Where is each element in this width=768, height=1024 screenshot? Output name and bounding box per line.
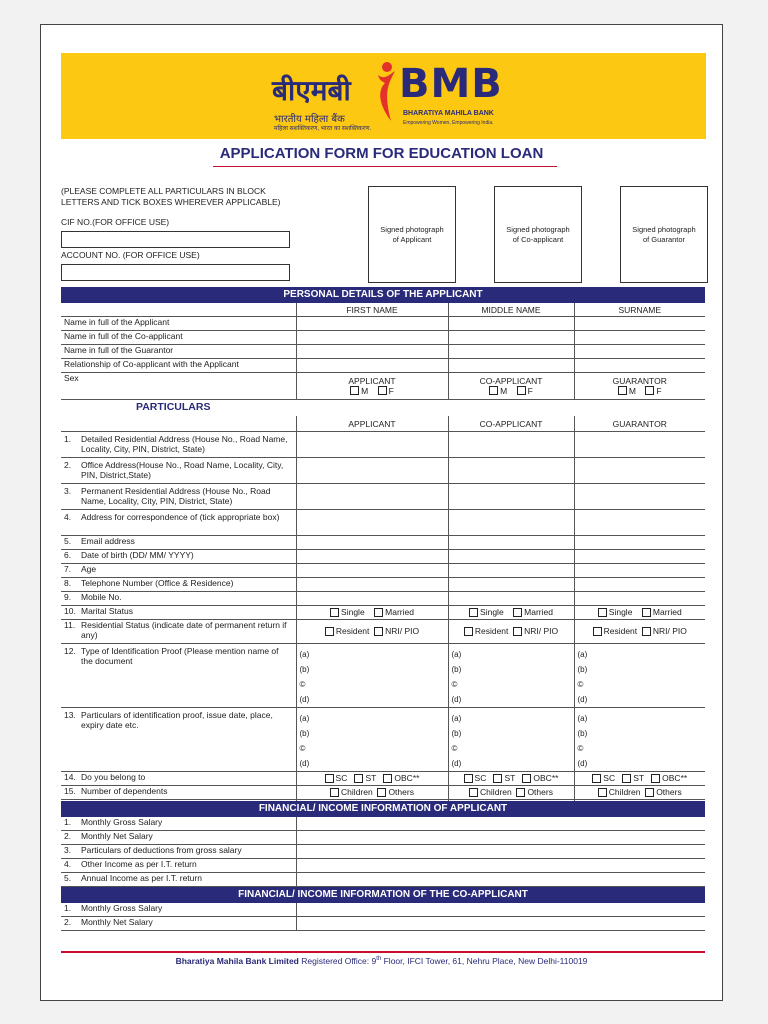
item-permanent-address xyxy=(61,484,296,510)
sub-b: (b) xyxy=(299,729,310,738)
applicant-residential-status-cell xyxy=(296,620,448,644)
guarantor-id-proof-cell[interactable] xyxy=(574,644,705,708)
annual-income-input[interactable] xyxy=(296,873,705,887)
m-label: M xyxy=(628,385,636,396)
applicant-permanent-address-input[interactable] xyxy=(296,484,448,510)
coapplicant-surname-input[interactable] xyxy=(574,331,705,345)
blank-cell xyxy=(61,303,296,317)
married-label: Married xyxy=(385,607,414,618)
guarantor-photo-label: Signed photograph of Guarantor xyxy=(632,224,696,244)
single-checkbox[interactable] xyxy=(330,608,339,617)
item-number: 3. xyxy=(64,845,72,855)
item-id-particulars xyxy=(61,708,296,772)
item-label: Permanent Residential Address (House No., Road Name, Locality, City, PIN, District, State) xyxy=(81,486,271,506)
obc-checkbox[interactable] xyxy=(651,774,660,783)
sc-label: SC xyxy=(603,773,616,784)
coapplicant-net-salary-input[interactable] xyxy=(296,917,705,931)
applicant-age-input[interactable] xyxy=(296,564,448,578)
form-page xyxy=(40,24,723,1001)
item-label: Particulars of identification proof, issue date, place, expiry date etc. xyxy=(81,710,273,730)
guarantor-photo-box[interactable] xyxy=(620,186,708,283)
item-number: 5. xyxy=(64,873,72,883)
header-banner xyxy=(61,53,706,139)
item-label: Monthly Gross Salary xyxy=(81,903,163,913)
st-checkbox[interactable] xyxy=(622,774,631,783)
single-label: Single xyxy=(480,607,504,618)
item-label: Number of dependents xyxy=(81,786,168,796)
applicant-sex-f-checkbox[interactable] xyxy=(378,386,387,395)
item-mobile xyxy=(61,592,296,606)
obc-label: OBC** xyxy=(394,773,420,784)
married-checkbox[interactable] xyxy=(374,608,383,617)
children-label: Children xyxy=(341,787,373,798)
applicant-photo-label: Signed photograph of Applicant xyxy=(380,224,444,244)
item-number: 1. xyxy=(64,434,72,444)
hindi-tagline: महिला सशक्तिकरण, भारत का सशक्तिकरण. xyxy=(274,126,372,132)
coapplicant-office-address-input[interactable] xyxy=(448,458,574,484)
hindi-logo-text: बीएमबी xyxy=(272,74,351,107)
coapplicant-name-label: Name in full of the Co-applicant xyxy=(61,331,296,345)
item-label: Monthly Net Salary xyxy=(81,831,153,841)
account-input[interactable] xyxy=(61,264,290,281)
item-identification-proof xyxy=(61,644,296,708)
coapplicant-telephone-input[interactable] xyxy=(448,578,574,592)
item-dependents xyxy=(61,786,296,800)
married-label: Married xyxy=(524,607,553,618)
married-label: Married xyxy=(652,607,682,618)
coapplicant-age-input[interactable] xyxy=(448,564,574,578)
item-number: 14. xyxy=(64,772,76,782)
st-label: ST xyxy=(365,773,377,784)
applicant-name-label: Name in full of the Applicant xyxy=(61,317,296,331)
coapplicant-sex-f-checkbox[interactable] xyxy=(517,386,526,395)
coapplicant-middle-name-input[interactable] xyxy=(448,331,574,345)
relationship-label: Relationship of Co-applicant with the Applicant xyxy=(61,359,296,373)
children-label: Children xyxy=(608,787,641,798)
item-number: 1. xyxy=(64,903,72,913)
relationship-input[interactable] xyxy=(296,359,448,373)
title-underline xyxy=(213,166,557,167)
applicant-photo-box[interactable] xyxy=(368,186,456,283)
coapplicant-gross-salary-input[interactable] xyxy=(296,903,705,917)
fin-item xyxy=(61,831,296,845)
resident-label: Resident xyxy=(335,626,370,637)
applicant-dependents-cell xyxy=(296,786,448,800)
coapplicant-sex-m-checkbox[interactable] xyxy=(489,386,498,395)
resident-label: Resident xyxy=(603,626,638,637)
applicant-marital-cell xyxy=(296,606,448,620)
item-dob xyxy=(61,550,296,564)
fin-item xyxy=(61,859,296,873)
coapplicant-id-particulars-cell[interactable] xyxy=(448,708,574,772)
applicant-sex-heading: APPLICANT xyxy=(348,375,396,386)
sub-d: (d) xyxy=(451,695,462,704)
sub-a: (a) xyxy=(577,650,588,659)
bank-tagline: Empowering Women, Empowering India. xyxy=(403,120,494,126)
personal-details-heading: PERSONAL DETAILS OF THE APPLICANT xyxy=(61,287,705,303)
coapplicant-permanent-address-input[interactable] xyxy=(448,484,574,510)
children-checkbox[interactable] xyxy=(330,788,339,797)
guarantor-name-label: Name in full of the Guarantor xyxy=(61,345,296,359)
item-office-address xyxy=(61,458,296,484)
guarantor-sex-cell xyxy=(574,373,705,400)
guarantor-middle-name-input[interactable] xyxy=(448,345,574,359)
guarantor-office-address-input[interactable] xyxy=(574,458,705,484)
item-label: Monthly Gross Salary xyxy=(81,817,163,827)
sub-c: © xyxy=(299,680,306,689)
cif-input[interactable] xyxy=(61,231,290,248)
item-label: Detailed Residential Address (House No., Road Name, Locality, City, PIN, District, State) xyxy=(81,434,288,454)
item-number: 13. xyxy=(64,710,76,720)
item-label: Monthly Net Salary xyxy=(81,917,153,927)
hindi-bank-name: भारतीय महिला बैंक xyxy=(274,114,345,125)
first-name-header: FIRST NAME xyxy=(296,303,448,317)
item-label: Telephone Number (Office & Residence) xyxy=(81,578,234,588)
nri-label: NRI/ PIO xyxy=(652,626,687,637)
single-label: Single xyxy=(608,607,633,618)
coapplicant-photo-box[interactable] xyxy=(494,186,582,283)
item-correspondence-address xyxy=(61,510,296,536)
item-number: 1. xyxy=(64,817,72,827)
sub-d: (d) xyxy=(577,695,588,704)
guarantor-dependents-cell xyxy=(574,786,705,800)
account-label: ACCOUNT NO. (FOR OFFICE USE) xyxy=(61,250,200,260)
fin-item xyxy=(61,873,296,887)
sc-label: SC xyxy=(474,773,487,784)
obc-checkbox[interactable] xyxy=(522,774,531,783)
item-number: 2. xyxy=(64,460,72,470)
sc-label: SC xyxy=(335,773,348,784)
footer-office-post: Floor, IFCI Tower, 61, Nehru Place, New Delhi-110019 xyxy=(381,956,588,966)
others-label: Others xyxy=(656,787,682,798)
guarantor-col-header: GUARANTOR xyxy=(574,416,705,432)
item-category xyxy=(61,772,296,786)
item-number: 2. xyxy=(64,831,72,841)
children-checkbox[interactable] xyxy=(469,788,478,797)
single-label: Single xyxy=(341,607,365,618)
applicant-mobile-input[interactable] xyxy=(296,592,448,606)
coapplicant-id-proof-cell[interactable] xyxy=(448,644,574,708)
guarantor-id-particulars-cell[interactable] xyxy=(574,708,705,772)
sub-d: (d) xyxy=(299,695,310,704)
fin-item xyxy=(61,917,296,931)
item-number: 5. xyxy=(64,536,72,546)
f-label: F xyxy=(527,385,533,396)
sub-c: © xyxy=(577,744,584,753)
item-label: Office Address(House No., Road Name, Locality, City, PIN, District,State) xyxy=(81,460,284,480)
single-checkbox[interactable] xyxy=(469,608,478,617)
coapplicant-photo-label: Signed photograph of Co-applicant xyxy=(506,224,570,244)
guarantor-telephone-input[interactable] xyxy=(574,578,705,592)
resident-checkbox[interactable] xyxy=(325,627,334,636)
particulars-table xyxy=(61,416,705,814)
nri-checkbox[interactable] xyxy=(513,627,522,636)
fin-item xyxy=(61,845,296,859)
financial-coapplicant-heading: FINANCIAL/ INCOME INFORMATION OF THE CO-APPLICANT xyxy=(61,887,705,903)
cif-label: CIF NO.(FOR OFFICE USE) xyxy=(61,217,170,227)
guarantor-correspondence-input[interactable] xyxy=(574,510,705,536)
item-number: 11. xyxy=(64,620,76,630)
item-number: 4. xyxy=(64,859,72,869)
item-residential-status xyxy=(61,620,296,644)
sub-b: (b) xyxy=(577,729,588,738)
f-label: F xyxy=(388,385,394,396)
resident-label: Resident xyxy=(474,626,509,637)
footer-divider xyxy=(61,951,705,953)
st-checkbox[interactable] xyxy=(354,774,363,783)
footer-office-sup: th xyxy=(376,956,382,963)
item-label: Address for correspondence of (tick appropriate box) xyxy=(81,512,280,522)
woman-figure-logo-icon xyxy=(373,61,397,123)
nri-checkbox[interactable] xyxy=(642,627,651,636)
guarantor-sex-f-checkbox[interactable] xyxy=(645,386,654,395)
guarantor-residential-address-input[interactable] xyxy=(574,432,705,458)
guarantor-marital-cell xyxy=(574,606,705,620)
sub-d: (d) xyxy=(299,759,310,768)
sub-c: © xyxy=(299,744,306,753)
item-number: 12. xyxy=(64,646,76,656)
guarantor-permanent-address-input[interactable] xyxy=(574,484,705,510)
item-number: 9. xyxy=(64,592,72,602)
m-label: M xyxy=(361,385,369,396)
coapplicant-first-name-input[interactable] xyxy=(296,331,448,345)
married-checkbox[interactable] xyxy=(642,608,651,617)
applicant-sex-cell xyxy=(296,373,448,400)
obc-checkbox[interactable] xyxy=(383,774,392,783)
applicant-id-particulars-cell[interactable] xyxy=(296,708,448,772)
sub-d: (d) xyxy=(451,759,462,768)
item-label: Residential Status (indicate date of permanent return if any) xyxy=(81,620,287,640)
st-checkbox[interactable] xyxy=(493,774,502,783)
monthly-gross-salary-input[interactable] xyxy=(296,817,705,831)
resident-checkbox[interactable] xyxy=(464,627,473,636)
footer-company: Bharatiya Mahila Bank Limited xyxy=(175,956,299,966)
blank-cell xyxy=(61,416,296,432)
nri-label: NRI/ PIO xyxy=(524,626,559,637)
nri-label: NRI/ PIO xyxy=(385,626,420,637)
sex-label: Sex xyxy=(61,373,296,400)
personal-details-table xyxy=(61,303,705,400)
item-telephone xyxy=(61,578,296,592)
item-label: Annual Income as per I.T. return xyxy=(81,873,202,883)
sub-b: (b) xyxy=(451,665,462,674)
sub-b: (b) xyxy=(451,729,462,738)
financial-applicant-heading: FINANCIAL/ INCOME INFORMATION OF APPLICANT xyxy=(61,801,705,817)
sub-b: (b) xyxy=(577,665,588,674)
item-number: 15. xyxy=(64,786,76,796)
st-label: ST xyxy=(504,773,516,784)
sc-checkbox[interactable] xyxy=(592,774,601,783)
single-checkbox[interactable] xyxy=(598,608,607,617)
applicant-residential-address-input[interactable] xyxy=(296,432,448,458)
children-label: Children xyxy=(480,787,512,798)
item-number: 10. xyxy=(64,606,76,616)
sub-a: (a) xyxy=(299,714,310,723)
sub-a: (a) xyxy=(299,650,310,659)
item-age xyxy=(61,564,296,578)
item-number: 2. xyxy=(64,917,72,927)
applicant-category-cell xyxy=(296,772,448,786)
married-checkbox[interactable] xyxy=(513,608,522,617)
others-checkbox[interactable] xyxy=(516,788,525,797)
sc-checkbox[interactable] xyxy=(325,774,334,783)
children-checkbox[interactable] xyxy=(598,788,607,797)
item-label: Mobile No. xyxy=(81,592,122,602)
applicant-first-name-input[interactable] xyxy=(296,317,448,331)
applicant-correspondence-input[interactable] xyxy=(296,510,448,536)
guarantor-dob-input[interactable] xyxy=(574,550,705,564)
item-label: Email address xyxy=(81,536,135,546)
item-label: Other Income as per I.T. return xyxy=(81,859,197,869)
applicant-id-proof-cell[interactable] xyxy=(296,644,448,708)
applicant-office-address-input[interactable] xyxy=(296,458,448,484)
coapplicant-mobile-input[interactable] xyxy=(448,592,574,606)
resident-checkbox[interactable] xyxy=(593,627,602,636)
item-number: 8. xyxy=(64,578,72,588)
particulars-heading: PARTICULARS xyxy=(136,401,211,413)
item-label: Marital Status xyxy=(81,606,133,616)
obc-label: OBC** xyxy=(662,773,688,784)
guarantor-sex-m-checkbox[interactable] xyxy=(618,386,627,395)
coapplicant-residential-address-input[interactable] xyxy=(448,432,574,458)
guarantor-surname-input[interactable] xyxy=(574,345,705,359)
item-number: 7. xyxy=(64,564,72,574)
coapplicant-dob-input[interactable] xyxy=(448,550,574,564)
footer-office-pre: Registered Office: 9 xyxy=(301,956,377,966)
applicant-dob-input[interactable] xyxy=(296,550,448,564)
sub-d: (d) xyxy=(577,759,588,768)
nri-checkbox[interactable] xyxy=(374,627,383,636)
guarantor-residential-status-cell xyxy=(574,620,705,644)
applicant-surname-input[interactable] xyxy=(574,317,705,331)
coapplicant-residential-status-cell xyxy=(448,620,574,644)
coapplicant-col-header: CO-APPLICANT xyxy=(448,416,574,432)
applicant-email-input[interactable] xyxy=(296,536,448,550)
applicant-sex-m-checkbox[interactable] xyxy=(350,386,359,395)
others-checkbox[interactable] xyxy=(377,788,386,797)
item-number: 6. xyxy=(64,550,72,560)
sub-a: (a) xyxy=(451,650,462,659)
deductions-input[interactable] xyxy=(296,845,705,859)
coapplicant-sex-cell xyxy=(448,373,574,400)
sub-c: © xyxy=(451,680,458,689)
sub-a: (a) xyxy=(577,714,588,723)
guarantor-email-input[interactable] xyxy=(574,536,705,550)
sub-c: © xyxy=(451,744,458,753)
instructions-text: (PLEASE COMPLETE ALL PARTICULARS IN BLOCK LETTERS AND TICK BOXES WHEREVER APPLICABLE) xyxy=(61,186,281,207)
sub-b: (b) xyxy=(299,665,310,674)
coapplicant-correspondence-input[interactable] xyxy=(448,510,574,536)
item-number: 3. xyxy=(64,486,72,496)
item-email xyxy=(61,536,296,550)
item-label: Date of birth (DD/ MM/ YYYY) xyxy=(81,550,194,560)
guarantor-first-name-input[interactable] xyxy=(296,345,448,359)
sc-checkbox[interactable] xyxy=(464,774,473,783)
others-checkbox[interactable] xyxy=(645,788,654,797)
item-residential-address xyxy=(61,432,296,458)
item-label: Do you belong to xyxy=(81,772,146,782)
guarantor-sex-heading: GUARANTOR xyxy=(612,375,667,386)
guarantor-age-input[interactable] xyxy=(574,564,705,578)
item-label: Age xyxy=(81,564,97,574)
coapplicant-marital-cell xyxy=(448,606,574,620)
item-label: Particulars of deductions from gross salary xyxy=(81,845,242,855)
coapplicant-dependents-cell xyxy=(448,786,574,800)
others-label: Others xyxy=(527,787,553,798)
middle-name-header: MIDDLE NAME xyxy=(448,303,574,317)
obc-label: OBC** xyxy=(533,773,559,784)
item-label: Type of Identification Proof (Please mention name of the document xyxy=(81,646,279,666)
bank-full-name: BHARATIYA MAHILA BANK xyxy=(403,110,494,117)
fin-item xyxy=(61,903,296,917)
bmb-logo-text: BMB xyxy=(399,61,503,107)
financial-applicant-table xyxy=(61,817,705,887)
guarantor-mobile-input[interactable] xyxy=(574,592,705,606)
footer xyxy=(41,956,722,966)
form-title: APPLICATION FORM FOR EDUCATION LOAN xyxy=(219,145,544,162)
item-number: 4. xyxy=(64,512,72,522)
financial-coapplicant-table xyxy=(61,903,705,931)
fin-item xyxy=(61,817,296,831)
guarantor-category-cell xyxy=(574,772,705,786)
applicant-middle-name-input[interactable] xyxy=(448,317,574,331)
surname-header: SURNAME xyxy=(574,303,705,317)
sub-a: (a) xyxy=(451,714,462,723)
others-label: Others xyxy=(388,787,414,798)
relationship-input[interactable] xyxy=(448,359,574,373)
monthly-net-salary-input[interactable] xyxy=(296,831,705,845)
f-label: F xyxy=(656,385,662,396)
applicant-col-header: APPLICANT xyxy=(296,416,448,432)
coapplicant-sex-heading: CO-APPLICANT xyxy=(479,375,543,386)
coapplicant-email-input[interactable] xyxy=(448,536,574,550)
coapplicant-category-cell xyxy=(448,772,574,786)
m-label: M xyxy=(500,385,508,396)
sub-c: © xyxy=(577,680,584,689)
item-marital-status xyxy=(61,606,296,620)
applicant-telephone-input[interactable] xyxy=(296,578,448,592)
relationship-input[interactable] xyxy=(574,359,705,373)
other-income-input[interactable] xyxy=(296,859,705,873)
st-label: ST xyxy=(633,773,645,784)
